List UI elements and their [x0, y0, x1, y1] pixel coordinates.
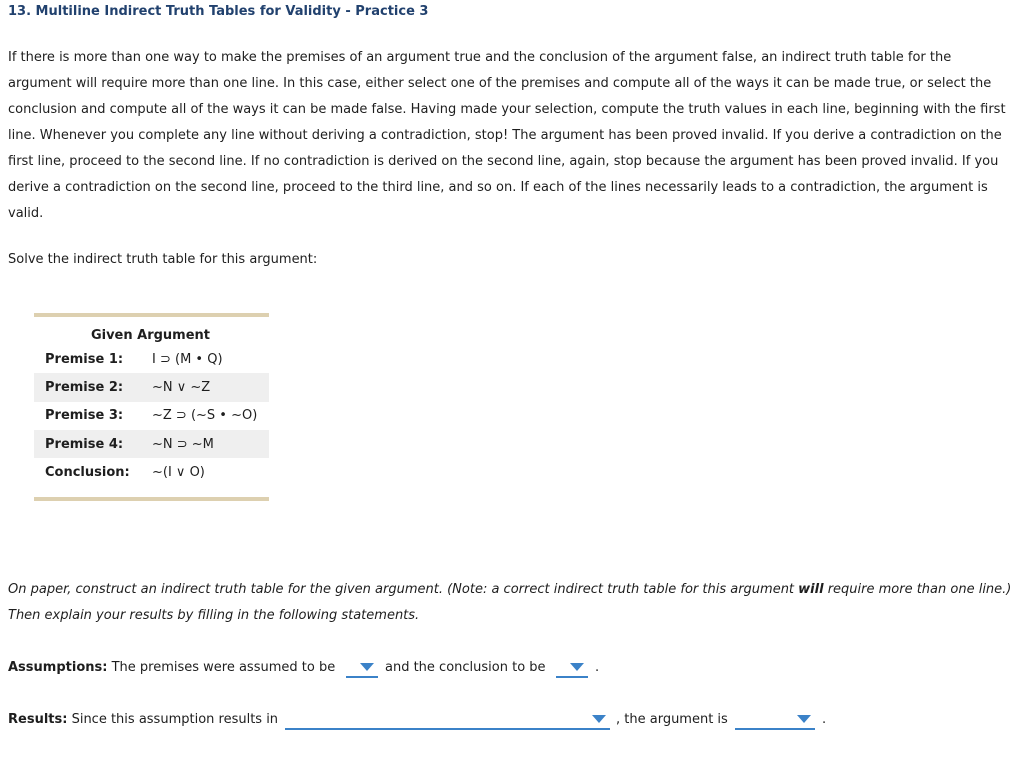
- chevron-down-icon: [592, 715, 606, 723]
- argument-table: [34, 313, 269, 501]
- results-period: .: [822, 712, 827, 727]
- chevron-down-icon: [360, 663, 374, 671]
- premise-3-label: Premise 3:: [45, 408, 124, 424]
- chevron-down-icon: [570, 663, 584, 671]
- table-row: [34, 430, 269, 458]
- argument-table-title: Given Argument: [90, 328, 211, 343]
- premise-3-formula: ~Z ⊃ (~S • ~O): [152, 408, 258, 424]
- results-label: Results:: [8, 712, 68, 727]
- table-spacer: [34, 486, 269, 497]
- assumptions-label: Assumptions:: [8, 660, 108, 675]
- assumptions-period: .: [595, 660, 600, 675]
- assumptions-text-2: and the conclusion to be: [385, 660, 546, 675]
- premise-2-label: Premise 2:: [45, 379, 124, 395]
- table-row: [34, 373, 269, 401]
- results-text-1: Since this assumption results in: [71, 712, 279, 727]
- chevron-down-icon: [797, 715, 811, 723]
- assumptions-statement: [8, 657, 335, 679]
- results-statement: [8, 709, 278, 731]
- premise-2-formula: ~N ∨ ~Z: [152, 379, 211, 395]
- table-row: [34, 458, 269, 486]
- solve-prompt: Solve the indirect truth table for this argument:: [8, 252, 318, 267]
- conclusion-label: Conclusion:: [45, 464, 130, 480]
- intro-paragraph: If there is more than one way to make the premises of an argument true and the conclusion of the argument false, an indirect truth table for the argument will require more than one line. In this case, either select one of the premises and compute all of the ways it can be made true, or select the conclusion and compute all of the ways it can be made false. Having made your selection, compute the truth values in each line, beginning with the first line. Whenever you complete any line without deriving a contradiction, stop! The argument has been proved invalid. If you derive a contradiction on the first line, proceed to the second line. If no contradiction is derived on the second line, again, stop because the argument has been proved invalid. If you derive a contradiction on the second line, proceed to the third line, and so on. If each of the lines necessarily leads to a contradiction, the argument is valid.: [8, 50, 1006, 221]
- premise-4-formula: ~N ⊃ ~M: [152, 436, 214, 452]
- conclusion-formula: ~(I ∨ O): [152, 464, 205, 480]
- assumptions-text-1: The premises were assumed to be: [111, 660, 336, 675]
- conclusion-truth-dropdown[interactable]: [556, 658, 588, 678]
- premise-1-formula: I ⊃ (M • Q): [152, 351, 223, 367]
- instructions-note: On paper, construct an indirect truth table for the given argument. (Note: a correct indirect truth table for this argument will require more than one line.) Then explain your results by filling in the following statements.: [8, 582, 1012, 623]
- premise-4-label: Premise 4:: [45, 436, 124, 452]
- table-row: [34, 402, 269, 430]
- page-title: 13. Multiline Indirect Truth Tables for Validity - Practice 3: [8, 4, 429, 19]
- validity-dropdown[interactable]: [735, 710, 815, 730]
- results-text-2: , the argument is: [616, 712, 728, 727]
- premise-1-label: Premise 1:: [45, 351, 124, 367]
- assumption-result-dropdown[interactable]: [285, 710, 610, 730]
- premises-truth-dropdown[interactable]: [346, 658, 378, 678]
- note-emphasis: will: [798, 582, 824, 597]
